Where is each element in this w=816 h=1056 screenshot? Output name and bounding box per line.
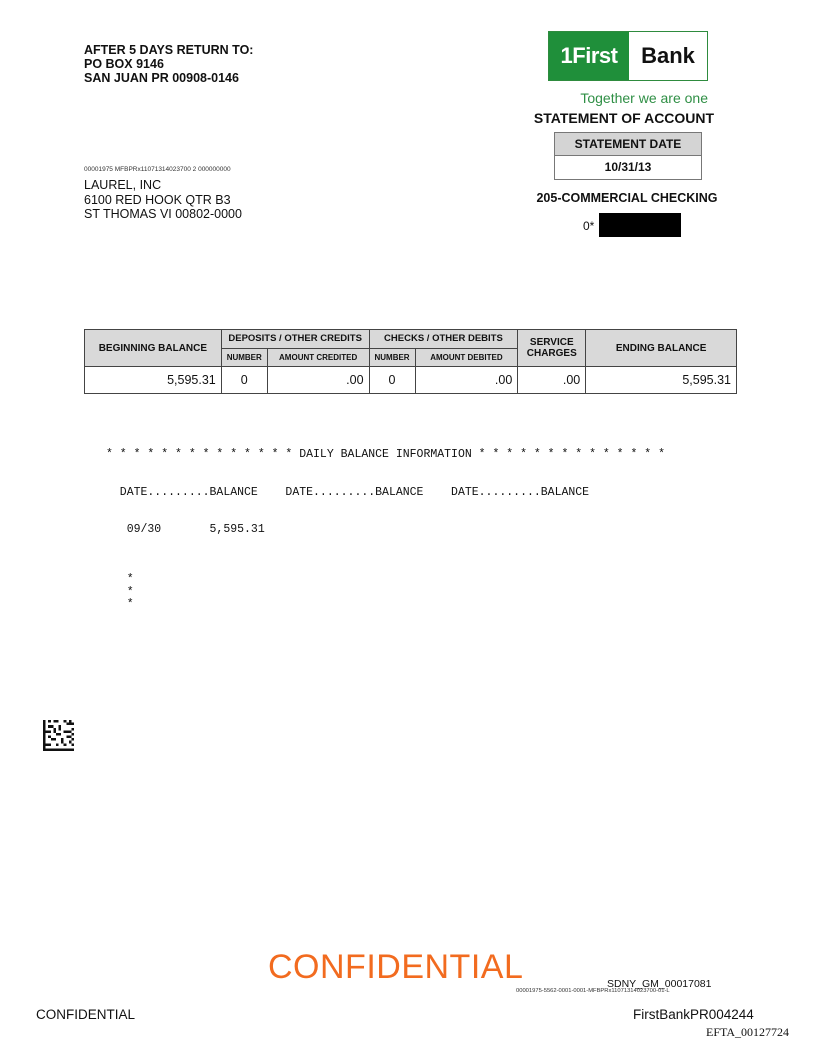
footer-code: 00001975-5562-0001-0001-MFBPRx11071314023700-01-L [516, 988, 670, 994]
logo-bank: Bank [629, 32, 707, 80]
header-checks-number: NUMBER [369, 348, 415, 367]
account-type: 205-COMMERCIAL CHECKING [536, 191, 718, 205]
bank-logo [548, 31, 708, 81]
account-number-prefix: 0* [583, 219, 595, 233]
header-deposits-number: NUMBER [221, 348, 267, 367]
checks-number-value: 0 [369, 367, 415, 394]
table-row [85, 367, 737, 394]
addressee-line: LAUREL, INC [84, 178, 162, 192]
daily-balance-banner: * * * * * * * * * * * * * * DAILY BALANCE INFORMATION * * * * * * * * * * * * * * [106, 448, 665, 461]
header-checks: CHECKS / OTHER DEBITS [369, 330, 518, 349]
header-beginning-balance: BEGINNING BALANCE [85, 330, 222, 367]
header-ending-balance: ENDING BALANCE [586, 330, 737, 367]
statement-date-value: 10/31/13 [604, 160, 652, 174]
account-summary-table [84, 329, 737, 394]
header-amount-debited: AMOUNT DEBITED [415, 348, 518, 367]
document-id: FirstBankPR004244 [633, 1007, 754, 1022]
addressee [84, 178, 242, 222]
amount-debited-value: .00 [415, 367, 518, 394]
daily-balance-columns: DATE.........BALANCE DATE.........BALANCE DATE.........BALANCE [106, 485, 590, 499]
return-line: PO BOX 9146 [84, 57, 164, 71]
header-service-charges: SERVICE CHARGES [518, 330, 586, 367]
qr-code-icon [43, 720, 74, 751]
beginning-balance-value: 5,595.31 [85, 367, 222, 394]
header-deposits: DEPOSITS / OTHER CREDITS [221, 330, 369, 349]
confidential-stamp: CONFIDENTIAL [268, 948, 524, 986]
return-line: AFTER 5 DAYS RETURN TO: [84, 43, 254, 57]
tagline: Together we are one [580, 90, 708, 106]
efta-number: EFTA_00127724 [706, 1025, 790, 1039]
addressee-line: ST THOMAS VI 00802-0000 [84, 207, 242, 221]
daily-balance-section [106, 424, 665, 624]
service-charges-value: .00 [518, 367, 586, 394]
deposits-number-value: 0 [221, 367, 267, 394]
daily-balance-markers: * * * [126, 573, 134, 611]
confidential-label: CONFIDENTIAL [36, 1007, 136, 1022]
statement-date-label: STATEMENT DATE [555, 133, 701, 156]
amount-credited-value: .00 [267, 367, 369, 394]
return-line: SAN JUAN PR 00908-0146 [84, 71, 239, 85]
statement-date-box [554, 132, 702, 180]
sdny-bates-number: SDNY_GM_00017081 [607, 978, 712, 990]
ending-balance-value: 5,595.31 [586, 367, 737, 394]
header-amount-credited: AMOUNT CREDITED [267, 348, 369, 367]
mail-code: 00001975 MFBPRx11071314023700 2 000000000 [84, 166, 231, 173]
addressee-line: 6100 RED HOOK QTR B3 [84, 192, 231, 207]
daily-balance-entry: 09/30 5,595.31 [106, 523, 265, 536]
redaction-block [599, 213, 681, 237]
logo-1first: 1First [549, 32, 629, 80]
return-address [84, 43, 253, 85]
statement-title: STATEMENT OF ACCOUNT [533, 110, 715, 126]
